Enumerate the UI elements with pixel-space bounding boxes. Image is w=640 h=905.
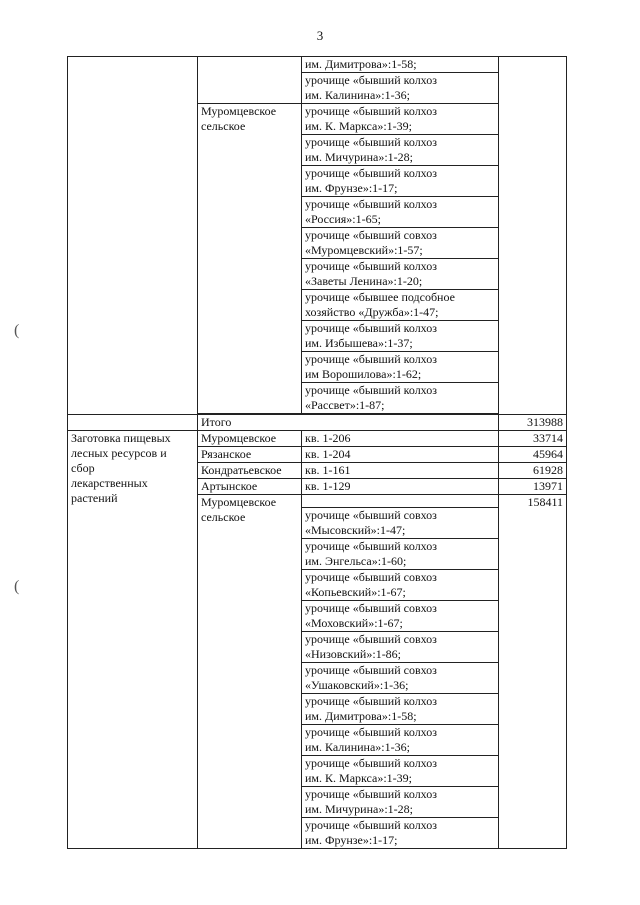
tract-cell: урочище «бывший колхоз «Россия»:1-65; (302, 197, 499, 228)
activity-cell (68, 57, 198, 415)
tract-cell: урочище «бывший колхоз им. Мичурина»:1-28; (302, 135, 499, 166)
area-cell: 13971 (499, 479, 567, 495)
tract-cell: урочище «бывший колхоз им. Калинина»:1-36; (302, 73, 499, 104)
tract-cell: им. Димитрова»:1-58; (302, 57, 499, 73)
area-cell: 61928 (499, 463, 567, 479)
area-cell: 45964 (499, 447, 567, 463)
tract-cell: урочище «бывший совхоз «Моховский»:1-67; (302, 601, 499, 632)
tract-cell: урочище «бывший колхоз им. Фрунзе»:1-17; (302, 166, 499, 197)
area-cell: 33714 (499, 431, 567, 447)
tract-cell: урочище «бывший колхоз им. К. Маркса»:1-39; (302, 756, 499, 787)
tract-cell: урочище «бывший колхоз «Заветы Ленина»:1-20; (302, 259, 499, 290)
land-use-table (67, 56, 567, 849)
settlement-cell: Муромцевское (198, 431, 302, 447)
page-number: 3 (316, 28, 324, 43)
table-row (68, 57, 567, 73)
quarters-cell: кв. 1-204 (302, 447, 499, 463)
tract-cell: урочище «бывший колхоз им Ворошилова»:1-62; (302, 352, 499, 383)
activity-cell (68, 415, 198, 431)
tract-cell: урочище «бывший совхоз «Ушаковский»:1-36; (302, 663, 499, 694)
tract-cell: урочище «бывший колхоз им. Калинина»:1-36; (302, 725, 499, 756)
tract-cell: урочище «бывший колхоз им. Мичурина»:1-28; (302, 787, 499, 818)
quarters-cell: кв. 1-206 (302, 431, 499, 447)
settlement-cell: Рязанское (198, 447, 302, 463)
margin-mark-1: ( (14, 322, 20, 339)
tract-cell: урочище «бывший колхоз им. Димитрова»:1-58; (302, 694, 499, 725)
tract-cell: урочище «бывший колхоз им. Фрунзе»:1-17; (302, 818, 499, 849)
tract-cell: урочище «бывший совхоз «Муромцевский»:1-57; (302, 228, 499, 259)
total-label: Итого (198, 415, 499, 431)
total-row (68, 415, 567, 431)
tract-cell: урочище «бывший совхоз «Копьевский»:1-67; (302, 570, 499, 601)
tract-cell: урочище «бывший колхоз им. Избышева»:1-37; (302, 321, 499, 352)
table-body (68, 57, 567, 849)
tract-cell: урочище «бывший совхоз «Мысовский»:1-47; (302, 508, 499, 539)
tract-cell: урочище «бывший колхоз им. К. Маркса»:1-39; (302, 104, 499, 135)
tract-cell: урочище «бывшее подсобное хозяйство «Дружба»:1-47; (302, 290, 499, 321)
margin-mark-2: ( (14, 578, 20, 595)
settlement-cell: Артынское (198, 479, 302, 495)
tract-cell (302, 495, 499, 508)
tract-cell: урочище «бывший колхоз «Рассвет»:1-87; (302, 383, 499, 414)
tract-cell: урочище «бывший совхоз «Низовский»:1-86; (302, 632, 499, 663)
settlement-cell: Муромцевское сельское (198, 104, 302, 414)
quarters-cell: кв. 1-161 (302, 463, 499, 479)
activity-cell: Заготовка пищевых лесных ресурсов и сбор лекарственных растений (68, 431, 198, 849)
area-cell: 158411 (499, 495, 567, 849)
settlement-cell: Кондратьевское (198, 463, 302, 479)
quarters-cell: кв. 1-129 (302, 479, 499, 495)
settlement-cell (198, 57, 302, 104)
settlement-cell: Муромцевское сельское (198, 495, 302, 849)
tract-cell: урочище «бывший колхоз им. Энгельса»:1-60; (302, 539, 499, 570)
total-value: 313988 (499, 415, 567, 431)
table-row (68, 431, 567, 447)
area-cell (499, 57, 567, 415)
